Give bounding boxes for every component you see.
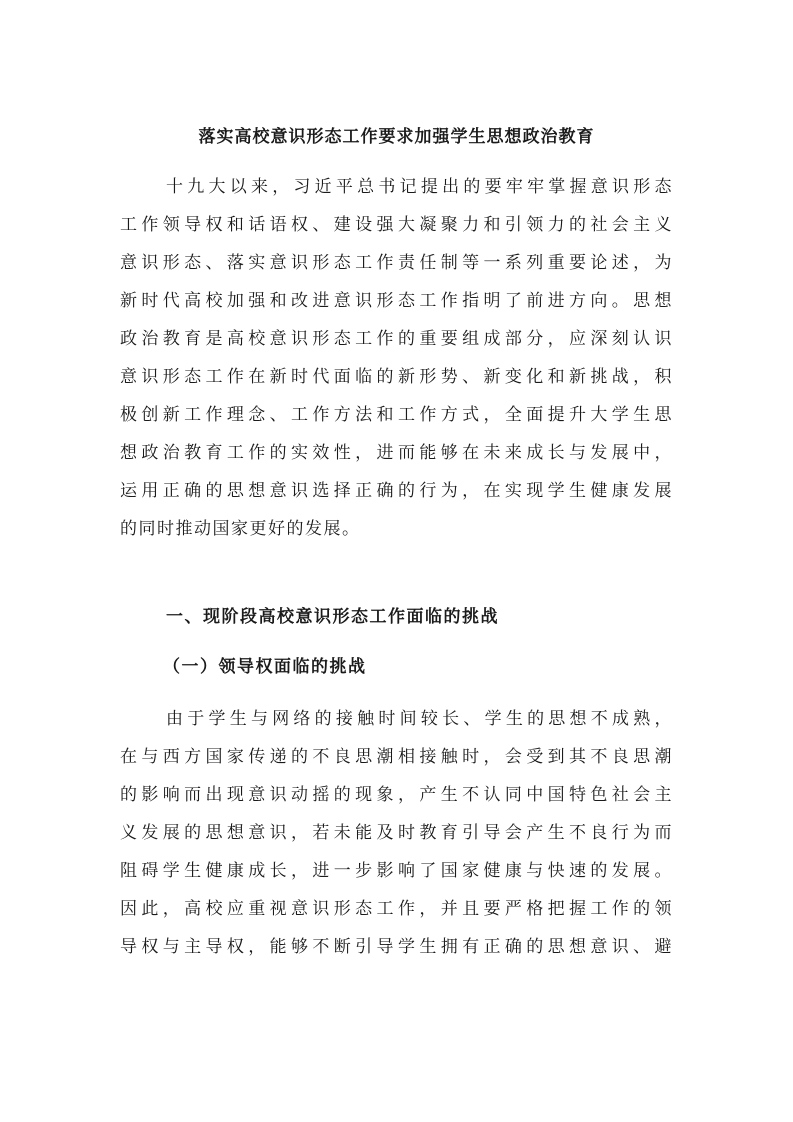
body-line: 导权与主导权，能够不断引导学生拥有正确的思想意识、避 — [120, 937, 673, 957]
intro-line: 极创新工作理念、工作方法和工作方式，全面提升大学生思 — [120, 405, 673, 425]
intro-line: 十九大以来，习近平总书记提出的要牢牢掌握意识形态 — [166, 177, 673, 197]
intro-line: 运用正确的思想意识选择正确的行为，在实现学生健康发展 — [120, 481, 673, 501]
body-line: 阻碍学生健康成长，进一步影响了国家健康与快速的发展。 — [120, 861, 673, 881]
body-line: 因此，高校应重视意识形态工作，并且要严格把握工作的领 — [120, 899, 673, 919]
intro-line: 想政治教育工作的实效性，进而能够在未来成长与发展中， — [120, 443, 673, 463]
intro-line: 新时代高校加强和改进意识形态工作指明了前进方向。思想 — [120, 291, 673, 311]
document-title: 落实高校意识形态工作要求加强学生思想政治教育 — [198, 127, 595, 147]
intro-line: 政治教育是高校意识形态工作的重要组成部分，应深刻认识 — [120, 329, 673, 349]
body-paragraph — [120, 700, 673, 966]
section-heading: 一、现阶段高校意识形态工作面临的挑战 — [166, 607, 499, 627]
intro-line: 意识形态工作在新时代面临的新形势、新变化和新挑战，积 — [120, 367, 673, 387]
subsection-heading: （一）领导权面临的挑战 — [163, 657, 367, 677]
intro-line: 意识形态、落实意识形态工作责任制等一系列重要论述，为 — [120, 253, 673, 273]
intro-paragraph — [120, 168, 673, 548]
intro-line: 的同时推动国家更好的发展。 — [120, 519, 361, 539]
body-line: 在与西方国家传递的不良思潮相接触时，会受到其不良思潮 — [120, 747, 673, 767]
intro-line: 工作领导权和话语权、建设强大凝聚力和引领力的社会主义 — [120, 215, 673, 235]
body-line: 义发展的思想意识，若未能及时教育引导会产生不良行为而 — [120, 823, 673, 843]
body-line: 由于学生与网络的接触时间较长、学生的思想不成熟， — [166, 709, 673, 729]
body-line: 的影响而出现意识动摇的现象，产生不认同中国特色社会主 — [120, 785, 673, 805]
